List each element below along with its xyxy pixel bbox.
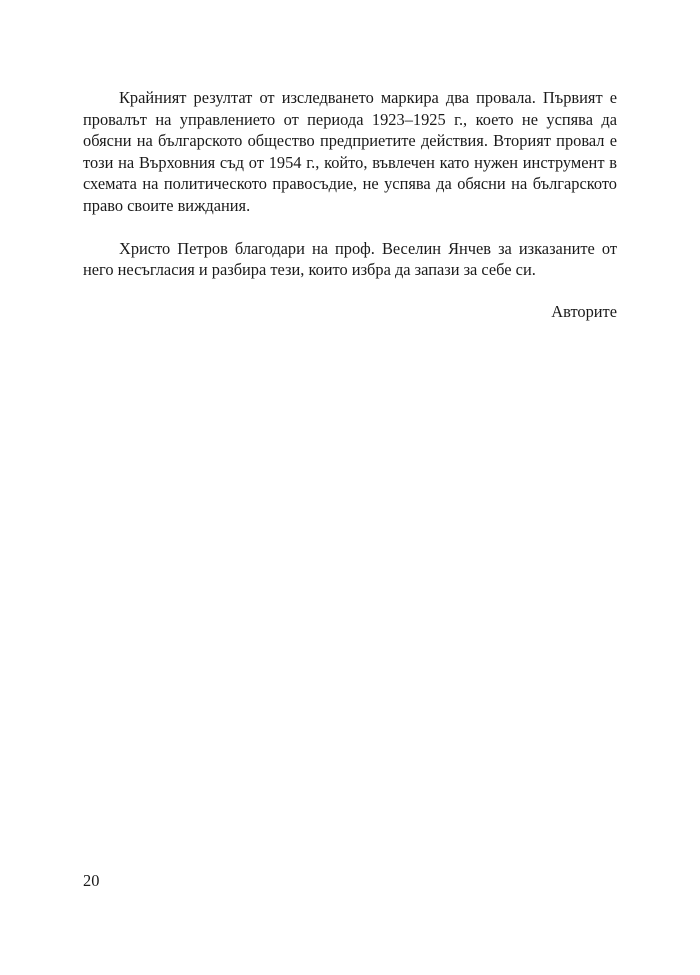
authors-signature: Авторите	[551, 301, 617, 321]
paragraph-acknowledgement: Христо Петров благодари на проф. Веселин Янчев за изказаните от него несъгласия и разбира тези, които избра да запази за себе си.	[83, 238, 617, 280]
page-number: 20	[83, 871, 100, 890]
main-text-block	[83, 87, 617, 322]
paragraph-conclusion: Крайният резултат от изследването маркира два провала. Първият е провалът на управлението от периода 1923–1925 г., което не успява да обясни на българското общество предприетите действия. Вторият провал е този на Върховния съд от 1954 г., който, въвлечен като нужен инструмент в схемата на политическото правосъдие, не успява да обясни на българското право своите виждания.	[83, 88, 617, 215]
